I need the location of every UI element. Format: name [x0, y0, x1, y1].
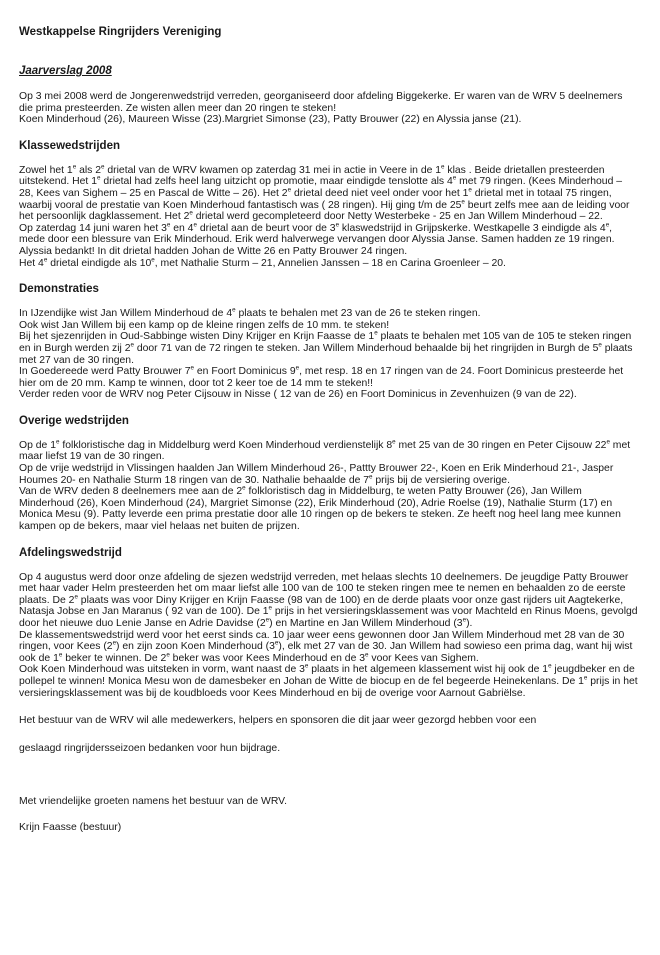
signature-name: Krijn Faasse (bestuur): [19, 821, 122, 833]
section-heading-afdelingswedstrijd: Afdelingswedstrijd: [19, 546, 122, 559]
section-text-demonstraties: In IJzendijke wist Jan Willem Minderhoud de 4e plaats te behalen met 23 van de 26 te steken ringen. Ook wist Jan Willem bij een kamp op de kleine ringen zelfs de 10 mm. te steken! Bij het sjezenrijden in Oud-Sabbinge wisten Diny Krijger en Krijn Faasse de 1e plaats te behalen met 105 van de 105 te steken ringen en in Burgh werden zij 2e door 71 van de 72 ringen te steken. Jan Willem Minderhoud behaalde bij het ringrijden in Burgh de 5e plaats met 27 van de 30 ringen. In Goedereede werd Patty Brouwer 7e en Foort Dominicus 9e, met resp. 18 en 17 ringen van de 24. Foort Dominicus presteerde het hier om de 20 mm. Kamp te winnen, door tot 2 keer toe de 14 mm te steken!! Verder reden voor de WRV nog Peter Cijsouw in Nisse ( 12 van de 26) en Foort Dominicus in Zevenhuizen (9 van de 22).: [19, 306, 633, 401]
intro-paragraph: Op 3 mei 2008 werd de Jongerenwedstrijd verreden, georganiseerd door afdeling Biggekerke. Er waren van de WRV 5 deelnemers die prima presteerden. Ze wisten allen meer dan 20 ringen te steken! Koen Minderhoud (26), Maureen Wisse (23).Margriet Simonse (23), Patty Brouwer (22) en Alyssia janse (21).: [19, 91, 623, 126]
section-heading-overige-wedstrijden: Overige wedstrijden: [19, 414, 129, 427]
section-text-overige-wedstrijden: Op de 1e folkloristische dag in Middelburg werd Koen Minderhoud verdienstelijk 8e met 25 van de 30 ringen en Peter Cijsouw 22e met maar liefst 19 van de 30 ringen. Op de vrije wedstrijd in Vlissingen haalden Jan Willem Minderhoud 26-, Pattty Brouwer 22-, Koen en Erik Minderhoud 21-, Jasper Houmes 20- en Nathalie Sturm 18 ringen van de 30. Nathalie behaalde de 7e prijs bij de versiering overige. Van de WRV deden 8 deelnemers mee aan de 2e folkloristisch dag in Middelburg, te weten Patty Brouwer (26), Jan Willem Minderhoud (26), Koen Minderhoud (24), Margriet Simonse (22), Erik Minderhoud (20), Adrie Roelse (19), Nathalie Sturm (17) en Monica Mesu (9). Patty leverde een prima prestatie door alle 10 ringen op de bekers te steken. Ze heeft nog heel lang mee kunnen kampen op de bekers, maar viel helaas net buiten de prijzen.: [19, 438, 631, 533]
closing-line-2: geslaagd ringrijdersseizoen bedanken voor hun bijdrage.: [19, 742, 281, 754]
signature-greeting: Met vriendelijke groeten namens het bestuur van de WRV.: [19, 796, 287, 808]
closing-line-1: Het bestuur van de WRV wil alle medewerkers, helpers en sponsoren die dit jaar weer gezorgd hebben voor een: [19, 715, 537, 727]
section-heading-klassewedstrijden: Klassewedstrijden: [19, 139, 120, 152]
section-text-afdelingswedstrijd: Op 4 augustus werd door onze afdeling de sjezen wedstrijd verreden, met helaas slechts 10 deelnemers. De jeugdige Patty Brouwer met haar vader Helm presteerden het om maar liefst alle 100 van de 100 te steken ringen mee te nemen en behaalden zo de eerste plaats. De 2e plaats was voor Diny Krijger en Krijn Faasse (98 van de 100) en de derde plaats voor onze gast rijders uit Aagtekerke, Natasja Jobse en Jan Maranus ( 92 van de 100). De 1e prijs in het versieringsklassement was voor Machteld en Rinus Moens, gevolgd door het nieuwe duo Lenie Janse en Adrie Davidse (2e) en Martine en Jan Willem Minderhoud (3e). De klassementswedstrijd werd voor het eerst sinds ca. 10 jaar weer eens gewonnen door Jan Willem Minderhoud met 28 van de 30 ringen, voor Kees (2e) en zijn zoon Koen Minderhoud (3e), elk met 27 van de 30. Jan Willem had sowieso een prima dag, want hij wist ook de 1e beker te winnen. De 2e beker was voor Kees Minderhoud en de 3e voor Kees van Sighem. Ook Koen Minderhoud was uitsteken in vorm, want naast de 3e plaats in het algemeen klassement wist hij ook de 1e jeugdbeker en de pollepel te winnen! Monica Mesu won de damesbeker en Johan de Witte de biocup en de fel begeerde Heinekenlans. De 1e prijs in het versieringsklassement was bij de koudbloeds voor Kees Minderhoud en bij de overige voor Aarnout Gabriëlse.: [19, 571, 638, 699]
report-subtitle: Jaarverslag 2008: [19, 65, 112, 77]
document-title: Westkappelse Ringrijders Vereniging: [19, 26, 222, 38]
section-heading-demonstraties: Demonstraties: [19, 283, 99, 296]
section-text-klassewedstrijden: Zowel het 1e als 2e drietal van de WRV kwamen op zaterdag 31 mei in actie in Veere in de 1e klas . Beide drietallen presteerden uitstekend. Het 1e drietal had zelfs heel lang uitzicht op promotie, maar eindigde tenslotte als 4e met 79 ringen. (Kees Minderhoud – 28, Kees van Sighem – 25 en Pascal de Witte – 26). Het 2e drietal deed niet veel onder voor het 1e drietal met in totaal 75 ringen, waarbij vooral de prestatie van Koen Minderhoud fantastisch was ( 28 ringen). Hij ging t/m de 25e beurt zelfs mee aan de leiding voor het persoonlijk dagklassement. Het 2e drietal werd gecompleteerd door Netty Westerbeke - 25 en Jan Willem Minderhoud – 22. Op zaterdag 14 juni waren het 3e en 4e drietal aan de beurt voor de 3e klaswedstrijd in Grijpskerke. Westkapelle 3 eindigde als 4e, mede door een blessure van Erik Minderhoud. Erik werd halverwege vervangen door Alyssia Janse. Samen hadden ze 19 ringen. Alyssia bedankt! In dit drietal hadden Johan de Witte 26 en Patty Brouwer 24 ringen. Het 4e drietal eindigde als 10e, met Nathalie Sturm – 21, Annelien Janssen – 18 en Carina Groenleer – 20.: [19, 163, 630, 269]
